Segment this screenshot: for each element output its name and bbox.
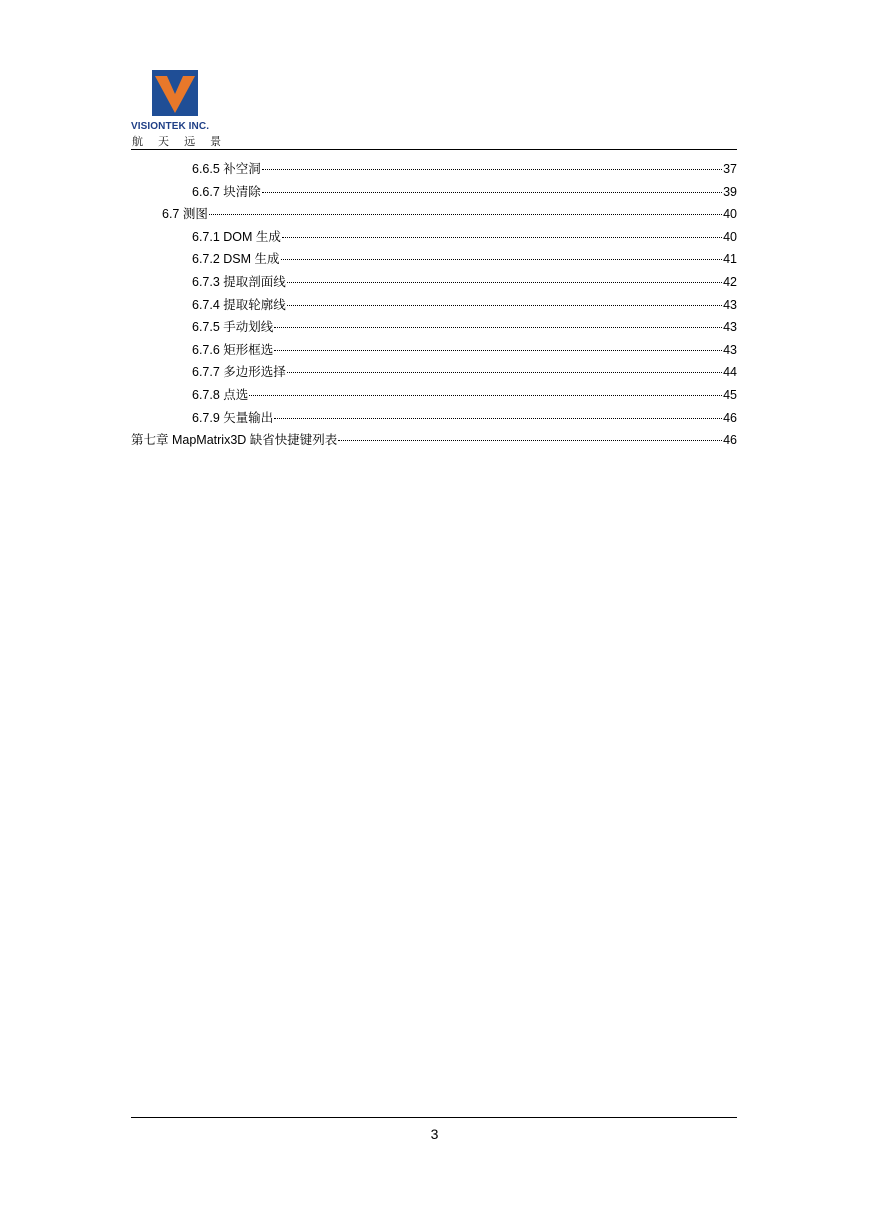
toc-leader-dots	[281, 259, 723, 260]
toc-entry-page: 41	[723, 252, 737, 267]
toc-entry-title: 6.7.1 DOM 生成	[192, 229, 281, 244]
toc-entry-title: 6.7.8 点选	[192, 387, 249, 402]
toc-entry-page: 42	[723, 274, 737, 289]
toc-entry[interactable]	[131, 227, 737, 250]
toc-entry-page: 43	[723, 342, 737, 357]
toc-entry[interactable]	[131, 385, 737, 408]
logo-text-en: VISIONTEK INC.	[131, 121, 210, 132]
toc-entry-title: 6.7.5 手动划线	[192, 320, 274, 335]
toc-entry-title: 6.6.5 补空洞	[192, 162, 261, 176]
toc-entry[interactable]	[131, 159, 737, 182]
toc-leader-dots	[287, 305, 722, 306]
toc-leader-dots	[282, 237, 722, 238]
toc-entry[interactable]	[131, 362, 737, 385]
toc-leader-dots	[249, 395, 722, 396]
toc-leader-dots	[287, 282, 722, 283]
toc-entry-page: 37	[723, 162, 737, 176]
toc-leader-dots	[262, 192, 722, 193]
toc-entry[interactable]	[131, 204, 737, 227]
footer-divider	[131, 1117, 737, 1118]
toc-entry-title: 6.7.3 提取剖面线	[192, 274, 286, 289]
toc-entry-page: 43	[723, 320, 737, 335]
logo-text-cn: 航 天 远 景	[132, 136, 228, 148]
toc-entry[interactable]	[131, 317, 737, 340]
toc-entry[interactable]	[131, 340, 737, 363]
company-logo	[131, 68, 228, 148]
toc-entry-page: 40	[723, 229, 737, 244]
toc-entry-page: 39	[723, 184, 737, 199]
toc-entry-title: 6.7.6 矩形框选	[192, 342, 274, 357]
toc-entry[interactable]	[131, 430, 737, 453]
toc-entry-page: 43	[723, 297, 737, 312]
toc-entry-page: 46	[723, 410, 737, 425]
toc-entry[interactable]	[131, 272, 737, 295]
toc-leader-dots	[209, 214, 722, 215]
toc-entry[interactable]	[131, 182, 737, 205]
toc-entry-title: 第七章 MapMatrix3D 缺省快捷键列表	[131, 433, 338, 448]
toc-entry[interactable]	[131, 408, 737, 431]
toc-entry-page: 44	[723, 365, 737, 380]
toc-entry[interactable]	[131, 249, 737, 272]
toc-entry[interactable]	[131, 295, 737, 318]
toc-entry-page: 40	[723, 207, 737, 222]
toc-entry-title: 6.7.9 矢量输出	[192, 410, 274, 425]
toc-leader-dots	[338, 440, 722, 441]
toc-entry-title: 6.6.7 块清除	[192, 184, 261, 199]
visiontek-logo-icon	[152, 70, 198, 116]
toc-leader-dots	[287, 372, 722, 373]
toc-leader-dots	[262, 169, 722, 170]
toc-entry-page: 45	[723, 387, 737, 402]
toc-entry-page: 46	[723, 433, 737, 448]
table-of-contents	[131, 159, 737, 453]
toc-leader-dots	[274, 418, 722, 419]
toc-entry-title: 6.7.2 DSM 生成	[192, 252, 280, 267]
toc-leader-dots	[274, 327, 722, 328]
toc-entry-title: 6.7.7 多边形选择	[192, 365, 286, 380]
toc-entry-title: 6.7 测图	[162, 207, 208, 222]
page-number: 3	[430, 1126, 439, 1142]
toc-entry-title: 6.7.4 提取轮廓线	[192, 297, 286, 312]
header-divider	[131, 149, 737, 150]
toc-leader-dots	[274, 350, 722, 351]
